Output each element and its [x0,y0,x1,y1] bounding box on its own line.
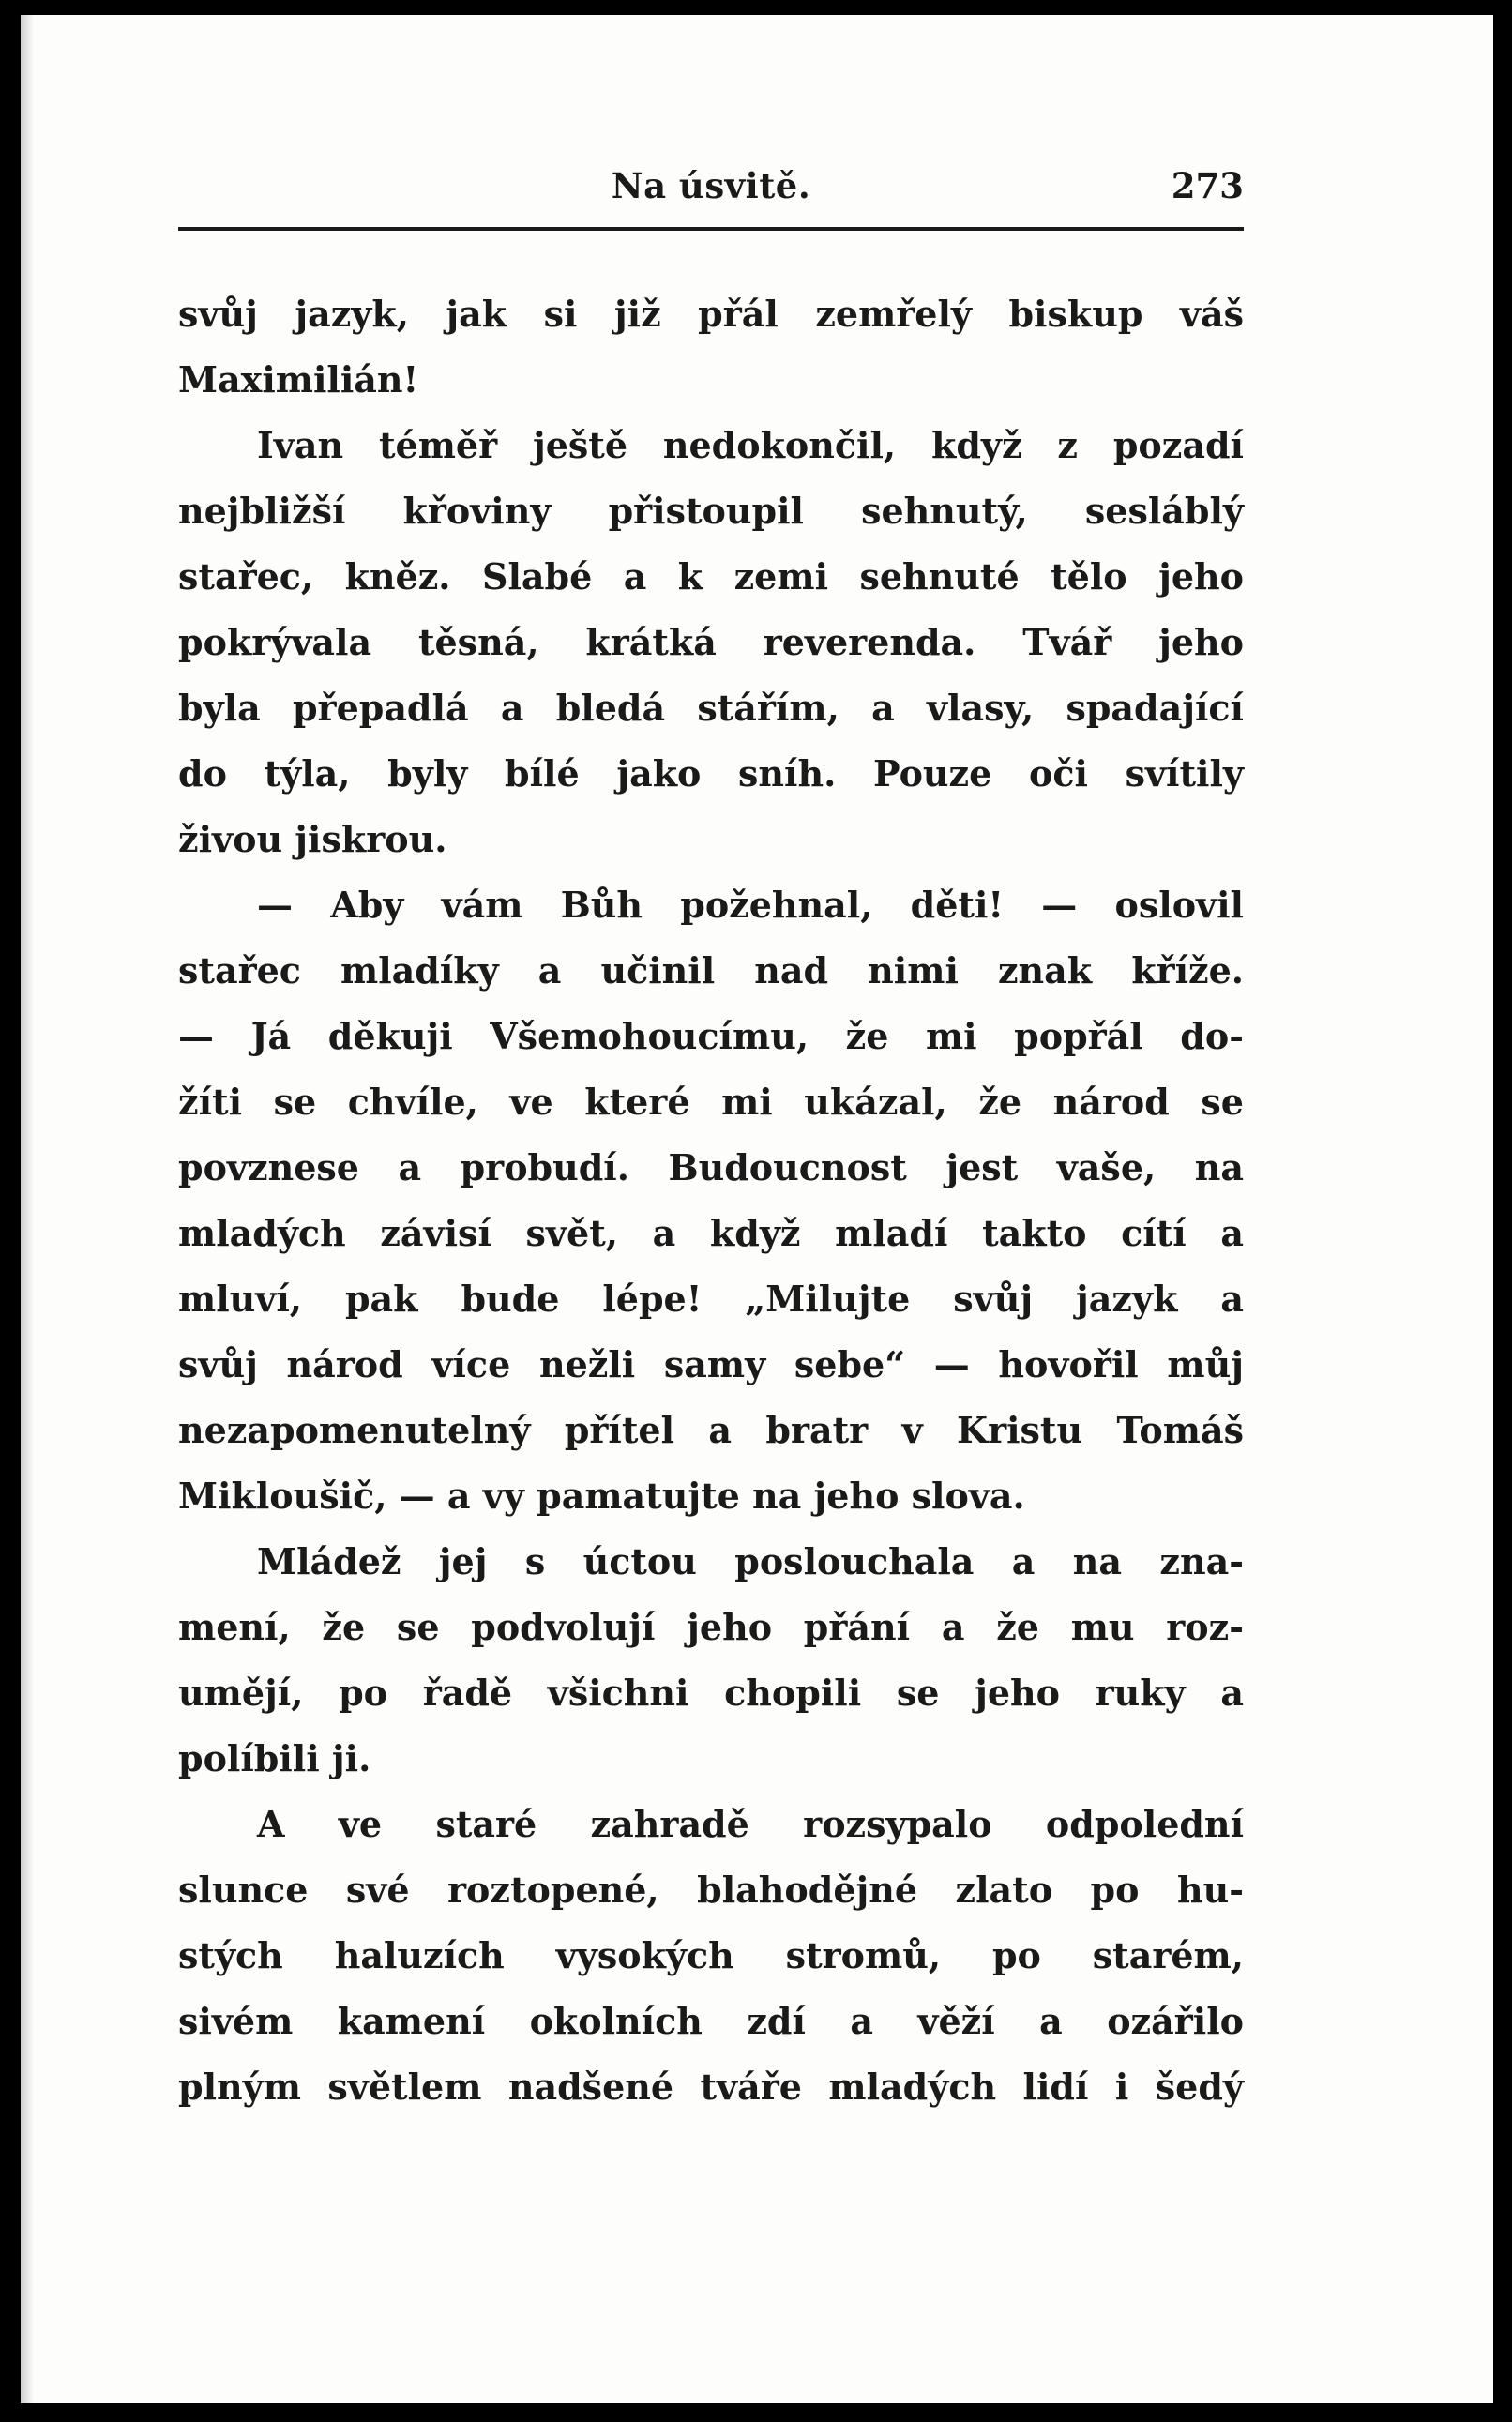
text-line: do týla, byly bílé jako sníh. Pouze oči svítily [178,752,1244,795]
text-line: umějí, po řadě všichni chopili se jeho ruky a [178,1672,1244,1714]
text-line: nezapomenutelný přítel a bratr v Kristu Tomáš [178,1409,1244,1451]
text-line: byla přepadlá a bledá stářím, a vlasy, spadající [178,687,1244,729]
text-line: A ve staré zahradě rozsypalo odpolední [257,1803,1244,1845]
text-line: Ivan téměř ještě nedokončil, když z pozadí [257,424,1244,466]
text-line: políbili ji. [178,1737,371,1779]
text-line: Mikloušič, — a vy pamatujte na jeho slova. [178,1475,1025,1517]
page-gutter-shadow [21,15,34,2403]
text-line: sivém kamení okolních zdí a věží a ozářilo [178,2000,1244,2042]
text-line: stařec mladíky a učinil nad nimi znak kříže. [178,949,1244,992]
text-line: svůj jazyk, jak si již přál zemřelý biskup váš [178,293,1244,335]
text-line: plným světlem nadšené tváře mladých lidí i šedý [178,2066,1244,2108]
text-line: — Já děkuji Všemohoucímu, že mi popřál do- [178,1015,1244,1057]
text-line: stařec, kněz. Slabé a k zemi sehnuté tělo jeho [178,555,1244,598]
text-line: stých haluzích vysokých stromů, po starém, [178,1934,1244,1976]
text-line: mení, že se podvolují jeho přání a že mu roz- [178,1606,1244,1648]
text-line: povznese a probudí. Budoucnost jest vaše, na [178,1146,1244,1188]
page-number: 273 [1171,165,1244,206]
text-line: mluví, pak bude lépe! „Milujte svůj jazyk a [178,1278,1244,1320]
text-line: Mládež jej s úctou poslouchala a na zna- [257,1540,1244,1582]
running-title: Na úsvitě. [611,165,811,206]
text-line: slunce své roztopené, blahodějné zlato po hu- [178,1869,1244,1911]
header-rule [178,227,1244,231]
text-line: svůj národ více nežli samy sebe“ — hovořil můj [178,1343,1244,1385]
text-line: pokrývala těsná, krátká reverenda. Tvář jeho [178,621,1244,663]
text-line: — Aby vám Bůh požehnal, děti! — oslovil [257,884,1244,926]
text-line: žíti se chvíle, ve které mi ukázal, že národ se [178,1081,1244,1123]
text-line: živou jiskrou. [178,818,447,860]
text-line: nejbližší křoviny přistoupil sehnutý, sesláblý [178,490,1244,532]
text-line: Maximilián! [178,358,419,401]
page-header [178,150,1244,206]
text-line: mladých závisí svět, a když mladí takto cítí a [178,1212,1244,1254]
body-text [178,281,1244,2120]
